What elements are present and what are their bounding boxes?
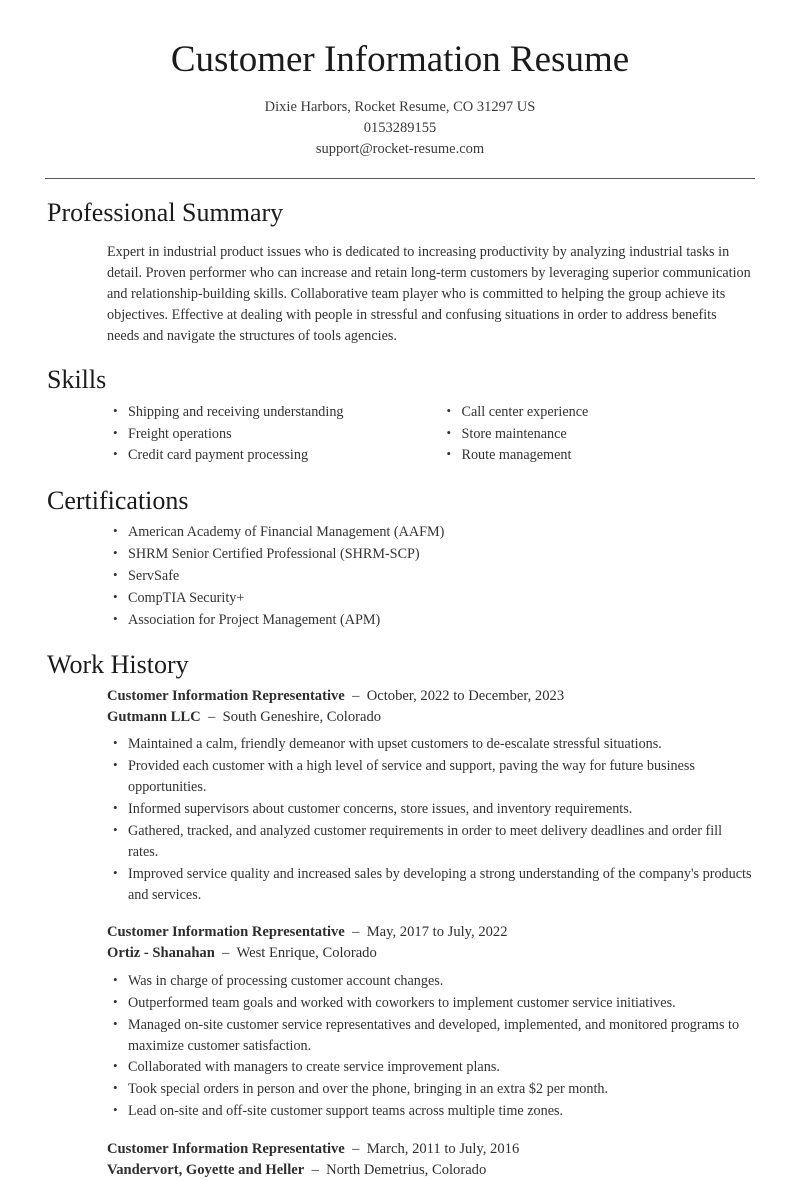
job-separator: –: [348, 924, 364, 941]
job-company: Vandervort, Goyette and Heller: [107, 1161, 305, 1178]
job-separator: –: [218, 945, 234, 962]
section-heading-summary: Professional Summary: [47, 197, 284, 227]
section-professional-summary: [0, 197, 800, 347]
job-bullets-wrap: [107, 971, 752, 1122]
job-title-line: [107, 1139, 752, 1160]
list-item: • Was in charge of processing customer account changes.: [107, 971, 752, 992]
list-item: • SHRM Senior Certified Professional (SHRM-SCP): [107, 544, 752, 565]
job-company-line: [107, 1160, 752, 1180]
summary-text: Expert in industrial product issues who is dedicated to increasing productivity by analyzing industrial tasks in detail. Proven performer who can increase and retain long-term customers by leveraging superior communication and relationship-building skills. Collaborative team player who is committed to helping the group achieve its objectives. Effective at dealing with people in stressful and confusing situations in order to address benefits needs and navigate the structures of tools agencies.: [107, 244, 751, 344]
job-separator: –: [307, 1161, 323, 1178]
skills-column-left: [107, 402, 430, 468]
list-item: • Managed on-site customer service representatives and developed, implemented, and monitored programs to maximize customer satisfaction.: [107, 1015, 752, 1057]
skills-list-right: [441, 402, 753, 467]
job-company-line: [107, 707, 752, 728]
list-item: • Gathered, tracked, and analyzed customer requirements in order to meet delivery deadlines and order fill rates.: [107, 821, 752, 863]
job-title: Customer Information Representative: [107, 1141, 345, 1158]
list-item: • Outperformed team goals and worked with coworkers to implement customer service initiatives.: [107, 993, 752, 1014]
list-item: • Freight operations: [107, 424, 430, 445]
work-history-entry: [0, 1139, 800, 1180]
job-dates: March, 2011 to July, 2016: [366, 1141, 520, 1158]
job-bullets: [107, 971, 752, 1122]
skills-list-left: [107, 402, 430, 467]
section-heading-work-history: Work History: [47, 649, 189, 679]
job-company: Gutmann LLC: [107, 708, 201, 725]
job-separator: –: [348, 688, 364, 705]
job-title-line: [107, 922, 752, 943]
contact-email: support@rocket-resume.com: [315, 140, 485, 157]
job-company-line: [107, 943, 752, 964]
list-item: • Improved service quality and increased sales by developing a strong understanding of the company's products and services.: [107, 864, 752, 906]
job-separator: –: [348, 1141, 364, 1158]
list-item: • Call center experience: [441, 402, 753, 423]
job-dates: October, 2022 to December, 2023: [366, 688, 565, 705]
section-heading-certifications: Certifications: [47, 486, 189, 516]
job-location: South Geneshire, Colorado: [222, 708, 382, 725]
section-work-history: [0, 649, 800, 1180]
job-separator: –: [204, 708, 219, 725]
list-item: • Route management: [441, 445, 753, 466]
job-company: Ortiz - Shanahan: [107, 945, 215, 962]
skills-columns: [107, 402, 752, 468]
list-item: • ServSafe: [107, 566, 752, 587]
list-item: • CompTIA Security+: [107, 588, 752, 609]
contact-block: [0, 97, 800, 160]
section-certifications: [0, 485, 800, 631]
list-item: • Credit card payment processing: [107, 445, 430, 466]
job-title-line: [107, 686, 752, 707]
resume-title: Customer Information Resume: [170, 39, 630, 80]
list-item: • Informed supervisors about customer concerns, store issues, and inventory requirements.: [107, 799, 752, 820]
list-item: • Association for Project Management (APM): [107, 610, 752, 631]
job-title: Customer Information Representative: [107, 688, 345, 705]
list-item: • Shipping and receiving understanding: [107, 402, 430, 423]
job-location: West Enrique, Colorado: [236, 945, 377, 962]
summary-body: [107, 242, 752, 346]
list-item: • Took special orders in person and over the phone, bringing in an extra $2 per month.: [107, 1079, 752, 1100]
contact-phone: 0153289155: [363, 119, 437, 136]
list-item: • Provided each customer with a high level of service and support, paving the way for future business opportunities.: [107, 756, 752, 798]
list-item: • Maintained a calm, friendly demeanor with upset customers to de-escalate stressful situations.: [107, 734, 752, 755]
contact-address: Dixie Harbors, Rocket Resume, CO 31297 US: [264, 98, 536, 115]
list-item: • Collaborated with managers to create service improvement plans.: [107, 1057, 752, 1078]
header-divider: [45, 178, 755, 179]
job-bullets: [107, 734, 752, 905]
job-dates: May, 2017 to July, 2022: [366, 924, 508, 941]
work-history-entry: [0, 686, 800, 905]
list-item: • Store maintenance: [441, 424, 753, 445]
section-heading-skills: Skills: [47, 365, 107, 395]
section-skills: [0, 364, 800, 467]
certifications-body: [107, 522, 752, 630]
job-title: Customer Information Representative: [107, 924, 345, 941]
job-bullets-wrap: [107, 734, 752, 905]
list-item: • Lead on-site and off-site customer support teams across multiple time zones.: [107, 1101, 752, 1122]
job-location: North Demetrius, Colorado: [326, 1161, 487, 1178]
certifications-list: [107, 522, 752, 630]
skills-column-right: [430, 402, 753, 468]
work-history-entry: [0, 922, 800, 1122]
list-item: • American Academy of Financial Management (AAFM): [107, 522, 752, 543]
